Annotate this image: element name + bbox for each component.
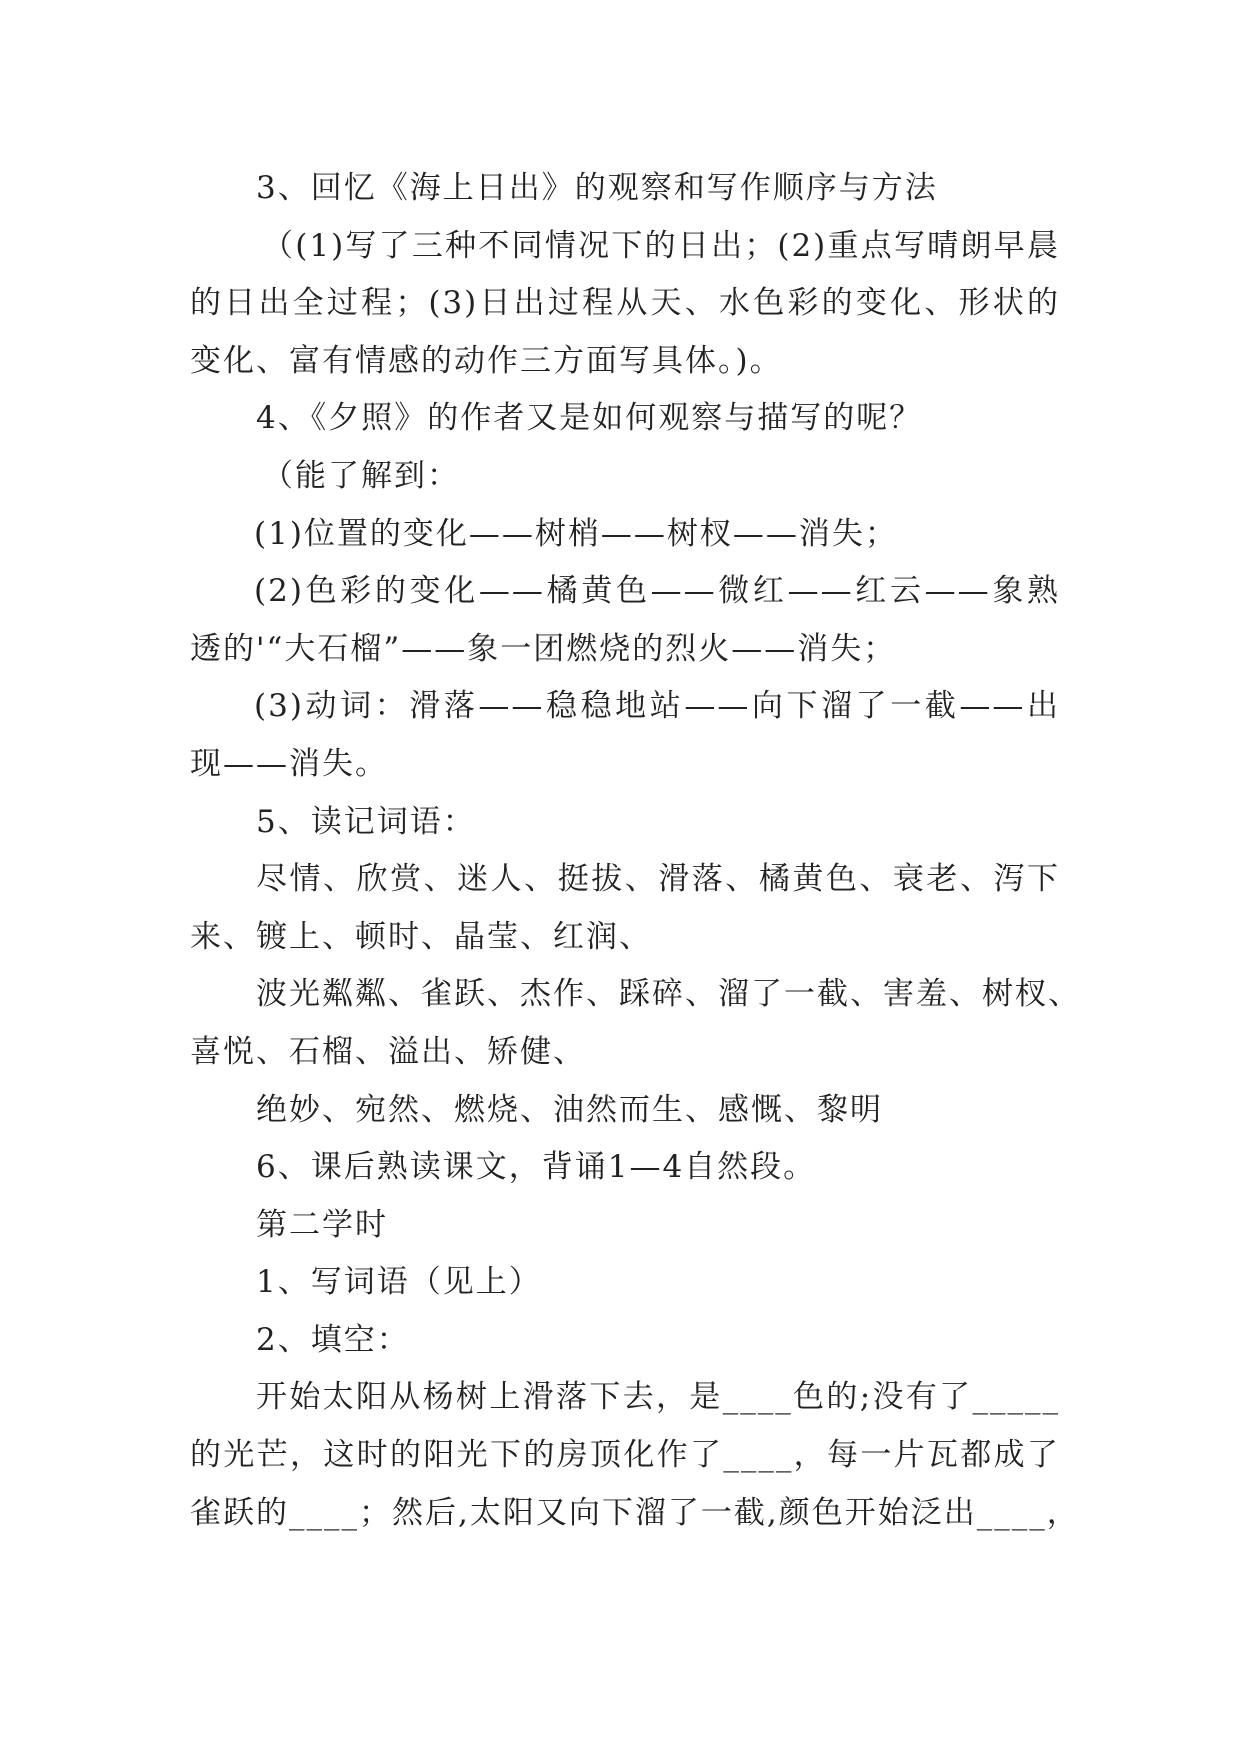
vocabulary-line: 绝妙、宛然、燃烧、油然而生、感慨、黎明 — [256, 1091, 883, 1128]
heading-item-5: 5、读记词语： — [256, 803, 476, 840]
vocabulary-line: 尽情、欣赏、迷人、挺拔、滑落、橘黄色、衰老、泻下 — [256, 861, 1060, 898]
answer-point-1: (1)位置的变化——树梢——树杈——消失； — [254, 515, 898, 552]
fill-in-blank-line: 雀跃的____；然后,太阳又向下溜了一截,颜色开始泛出____， — [190, 1494, 1080, 1531]
heading-item-4: 4、《夕照》的作者又是如何观察与描写的呢？ — [256, 400, 923, 437]
heading-item-3: 3、回忆《海上日出》的观察和写作顺序与方法 — [256, 170, 938, 206]
vocabulary-line: 波光粼粼、雀跃、杰作、踩碎、溜了一截、害羞、树杈、 — [256, 976, 1081, 1013]
vocabulary-line: 来、镀上、顿时、晶莹、红润、 — [190, 918, 652, 955]
answer-paragraph-line: 变化、富有情感的动作三方面写具体。)。 — [190, 342, 783, 379]
exercise-item-2: 2、填空： — [256, 1321, 410, 1358]
heading-item-6: 6、课后熟读课文，背诵1—4自然段。 — [256, 1149, 817, 1186]
answer-paragraph-line: （(1)写了三种不同情况下的日出；(2)重点写晴朗早晨 — [262, 227, 1060, 264]
answer-point-3-continued: 现——消失。 — [190, 745, 388, 782]
document-body — [190, 160, 1081, 1542]
answer-intro: （能了解到： — [262, 457, 460, 494]
vocabulary-line: 喜悦、石榴、溢出、矫健、 — [190, 1033, 586, 1070]
answer-point-2-continued: 透的'“大石榴”——象一团燃烧的烈火——消失； — [190, 630, 897, 667]
section-title-second-lesson: 第二学时 — [256, 1206, 388, 1243]
exercise-item-1: 1、写词语（见上） — [256, 1264, 542, 1301]
answer-point-2: (2)色彩的变化——橘黄色——微红——红云——象熟 — [254, 573, 1060, 610]
fill-in-blank-line: 的光芒，这时的阳光下的房顶化作了____，每一片瓦都成了 — [190, 1437, 1060, 1474]
answer-point-3: (3)动词：滑落——稳稳地站——向下溜了一截——出 — [254, 688, 1060, 725]
answer-paragraph-line: 的日出全过程；(3)日出过程从天、水色彩的变化、形状的 — [190, 285, 1060, 322]
fill-in-blank-line: 开始太阳从杨树上滑落下去，是____色的;没有了_____ — [256, 1379, 1060, 1416]
